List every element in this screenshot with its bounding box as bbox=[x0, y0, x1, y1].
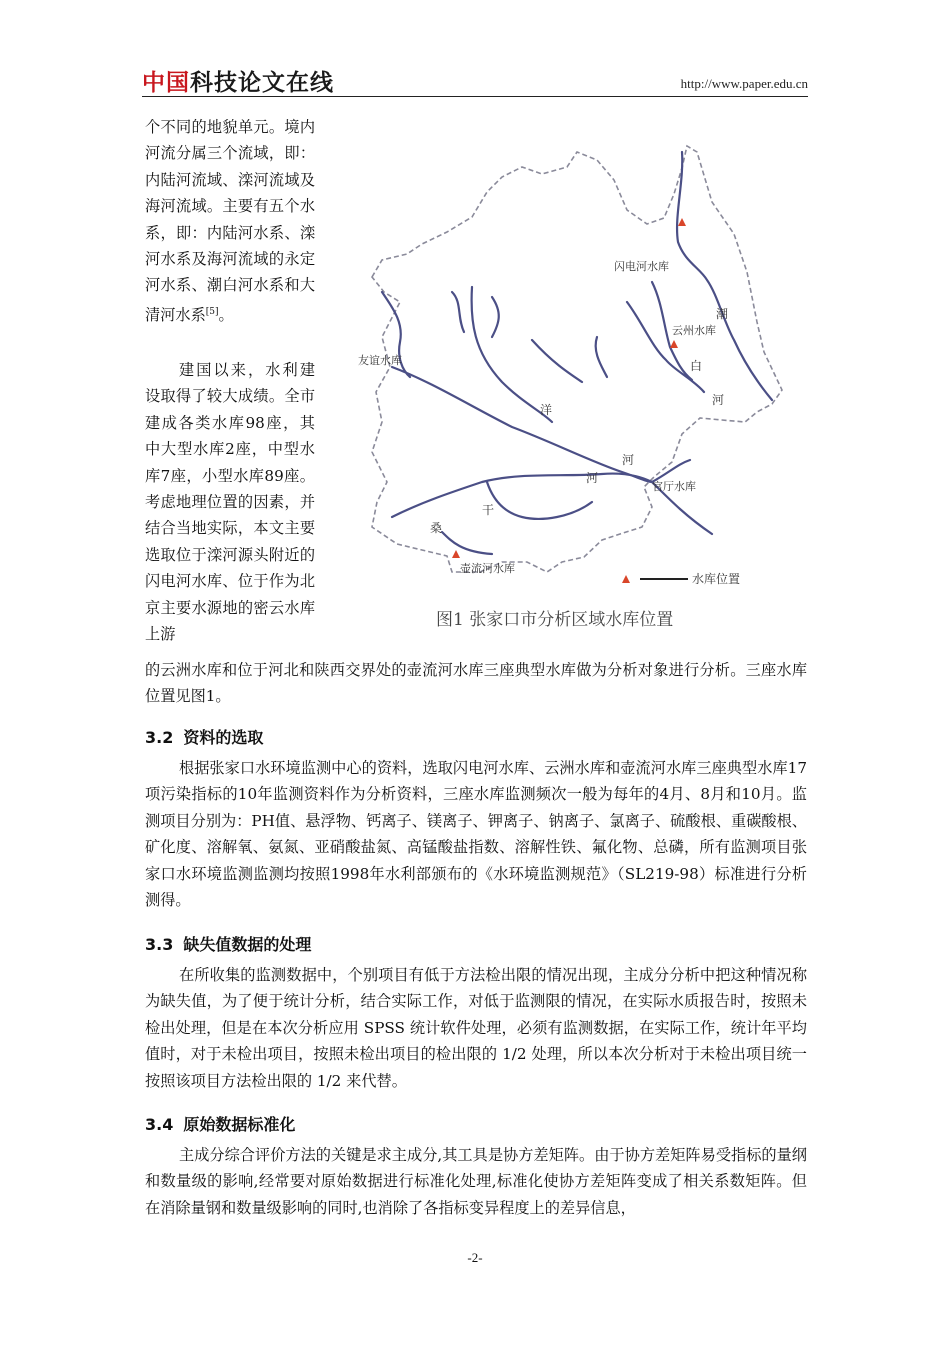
river-yun bbox=[627, 302, 704, 392]
river-sanggan bbox=[392, 460, 690, 517]
section-number: 3.2 bbox=[145, 728, 174, 747]
river-yang-branch2 bbox=[532, 340, 582, 382]
river-huliu bbox=[442, 532, 492, 554]
left-paragraph-1 bbox=[145, 114, 315, 328]
river-char-he2: 河 bbox=[622, 453, 635, 467]
legend-label: 水库位置 bbox=[692, 572, 741, 586]
label-shandianhe-reservoir: 闪电河水库 bbox=[614, 260, 669, 273]
river-yang-main bbox=[392, 367, 652, 482]
section-body-3-3: 在所收集的监测数据中，个别项目有低于方法检出限的情况出现，主成分分析中把这种情况称为缺失值，为了便于统计分析，结合实际工作，对低于监测限的情况，在实际水质报告时，按照未检出处理，但是在本次分析应用 SPSS 统计软件处理，必须有监测数据，在实际工作，统计年平均值时，对于未检出项目，按照未检出项目的检出限的 1/2 处理，所以本次分析对于未检出项目统一按照该项目方法检出限的 1/2 来代替。 bbox=[145, 966, 807, 1090]
section-number: 3.4 bbox=[145, 1115, 174, 1134]
section-heading-3-4 bbox=[145, 1112, 295, 1135]
section-title: 缺失值数据的处理 bbox=[183, 935, 312, 954]
site-logo[interactable] bbox=[142, 64, 334, 97]
region-boundary bbox=[372, 146, 782, 572]
reservoir-map-figure bbox=[352, 122, 810, 642]
citation-ref[interactable]: [5] bbox=[205, 306, 219, 317]
river-network bbox=[382, 152, 772, 554]
river-char-sang: 桑 bbox=[430, 521, 443, 535]
site-url[interactable]: http://www.paper.edu.cn bbox=[680, 76, 808, 91]
river-sanggan-branch bbox=[487, 482, 592, 519]
river-char-chao: 潮 bbox=[716, 307, 729, 321]
river-char-he3: 河 bbox=[586, 471, 599, 485]
page-header bbox=[142, 62, 808, 97]
legend-marker bbox=[622, 575, 630, 583]
left-paragraph-2: 建国以来，水利建设取得了较大成绩。全市建成各类水库98座，其中大型水库2座，中型水库7座，小型水库89座。考虑地理位置的因素，并结合当地实际，本文主要选取位于滦河源头附近的闪电河水库、位于作为北京主要水源地的密云水库上游 bbox=[145, 361, 315, 644]
marker-huliuhe bbox=[452, 550, 460, 558]
logo-red-text: 中国 bbox=[142, 70, 190, 96]
river-char-gan: 干 bbox=[482, 503, 495, 517]
river-yang-branch1 bbox=[472, 287, 552, 422]
label-youyi-reservoir: 友谊水库 bbox=[358, 354, 402, 367]
left-paragraph-1-end: 。 bbox=[218, 305, 234, 324]
section-heading-3-3 bbox=[145, 932, 311, 955]
river-char-bai: 白 bbox=[690, 359, 703, 373]
page-number: -2- bbox=[467, 1250, 483, 1265]
label-guanting-reservoir: 官厅水库 bbox=[652, 480, 696, 493]
river-char-he: 河 bbox=[712, 393, 725, 407]
river-north1 bbox=[452, 292, 464, 332]
label-yunzhou-reservoir: 云州水库 bbox=[672, 324, 716, 337]
figure-caption: 图1 张家口市分析区域水库位置 bbox=[436, 610, 674, 630]
river-north2 bbox=[492, 297, 499, 337]
river-yang-branch3 bbox=[596, 337, 607, 377]
marker-shandianhe bbox=[678, 218, 686, 226]
marker-yunzhou bbox=[670, 340, 678, 348]
left-paragraph-1-text: 个不同的地貌单元。境内河流分属三个流域，即：内陆河流域、滦河流域及海河流域。主要有五个水系，即：内陆河水系、滦河水系及海河流域的永定河水系、潮白河水系和大清河水系 bbox=[145, 118, 315, 324]
section-title: 原始数据标准化 bbox=[183, 1115, 296, 1134]
section-number: 3.3 bbox=[145, 935, 174, 954]
section-body-3-2: 根据张家口水环境监测中心的资料，选取闪电河水库、云洲水库和壶流河水库三座典型水库17项污染指标的10年监测资料作为分析资料，三座水库监测频次一般为每年的4月、8月和10月。监测项目分别为：PH值、悬浮物、钙离子、镁离子、钾离子、钠离子、氯离子、硫酸根、重碳酸根、矿化度、溶解氧、氨氮、亚硝酸盐氮、高锰酸盐指数、溶解性铁、氟化物、总磷，所有监测项目张家口水环境监测监测均按照1998年水利部颁布的《水环境监测规范》（SL219-98）标准进行分析测得。 bbox=[145, 759, 807, 910]
label-huliuhe-reservoir: 壶流河水库 bbox=[460, 562, 515, 575]
logo-dark-text: 科技论文在线 bbox=[190, 70, 334, 96]
section-heading-3-2 bbox=[145, 725, 263, 748]
section-body-3-4: 主成分综合评价方法的关键是求主成分,其工具是协方差矩阵。由于协方差矩阵易受指标的量纲和数量级的影响,经常要对原始数据进行标准化处理,标准化使协方差矩阵变成了相关系数矩阵。但在消除量钢和数量级影响的同时,也消除了各指标变异程度上的差异信息， bbox=[145, 1146, 807, 1217]
river-char-yang: 洋 bbox=[540, 403, 553, 417]
section-title: 资料的选取 bbox=[183, 728, 264, 747]
continued-paragraph: 的云洲水库和位于河北和陕西交界处的壶流河水库三座典型水库做为分析对象进行分析。三座水库位置见图1。 bbox=[145, 661, 807, 706]
